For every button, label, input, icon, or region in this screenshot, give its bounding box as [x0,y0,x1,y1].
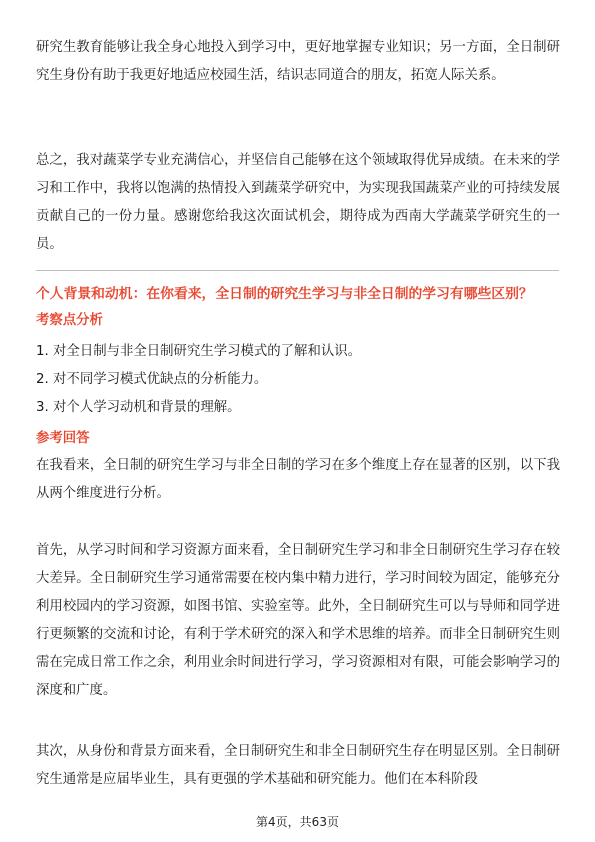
analysis-list [36,338,361,422]
answer-heading: 参考回答 [36,431,90,446]
body-paragraph: 研究生教育能够让我全身心地投入到学习中，更好地掌握专业知识；另一方面，全日制研究生身份有助于我更好地适应校园生活，结识志同道合的朋友，拓宽人际关系。 [36,40,560,83]
list-item: 3. 对个人学习动机和背景的理解。 [36,400,241,415]
answer-paragraph: 在我看来，全日制的研究生学习与非全日制的学习在多个维度上存在显著的区别，以下我从两个维度进行分析。 [36,458,560,501]
answer-paragraph: 首先，从学习时间和学习资源方面来看，全日制研究生学习和非全日制研究生学习存在较大差异。全日制研究生学习通常需要在校内集中精力进行，学习时间较为固定，能够充分利用校园内的学习资源，如图书馆、实验室等。此外，全日制研究生可以与导师和同学进行更频繁的交流和讨论，有利于学术研究的深入和学术思维的培养。而非全日制研究生则需在完成日常工作之余，利用业余时间进行学习，学习资源相对有限，可能会影响学习的深度和广度。 [36,543,560,698]
page-number: 第4页，共63页 [256,815,339,829]
section-divider [36,270,559,271]
answer-paragraph: 其次，从身份和背景方面来看，全日制研究生和非全日制研究生存在明显区别。全日制研究生通常是应届毕业生，具有更强的学术基础和研究能力。他们在本科阶段 [36,744,560,787]
body-paragraph: 总之，我对蔬菜学专业充满信心，并坚信自己能够在这个领域取得优异成绩。在未来的学习和工作中，我将以饱满的热情投入到蔬菜学研究中，为实现我国蔬菜产业的可持续发展贡献自己的一份力量。感谢您给我这次面试机会，期待成为西南大学蔬菜学研究生的一员。 [36,153,560,252]
analysis-heading: 考察点分析 [36,313,103,328]
list-item: 2. 对不同学习模式优缺点的分析能力。 [36,372,268,387]
question-title: 个人背景和动机：在你看来，全日制的研究生学习与非全日制的学习有哪些区别？ [36,286,533,302]
list-item: 1. 对全日制与非全日制研究生学习模式的了解和认识。 [36,344,362,359]
